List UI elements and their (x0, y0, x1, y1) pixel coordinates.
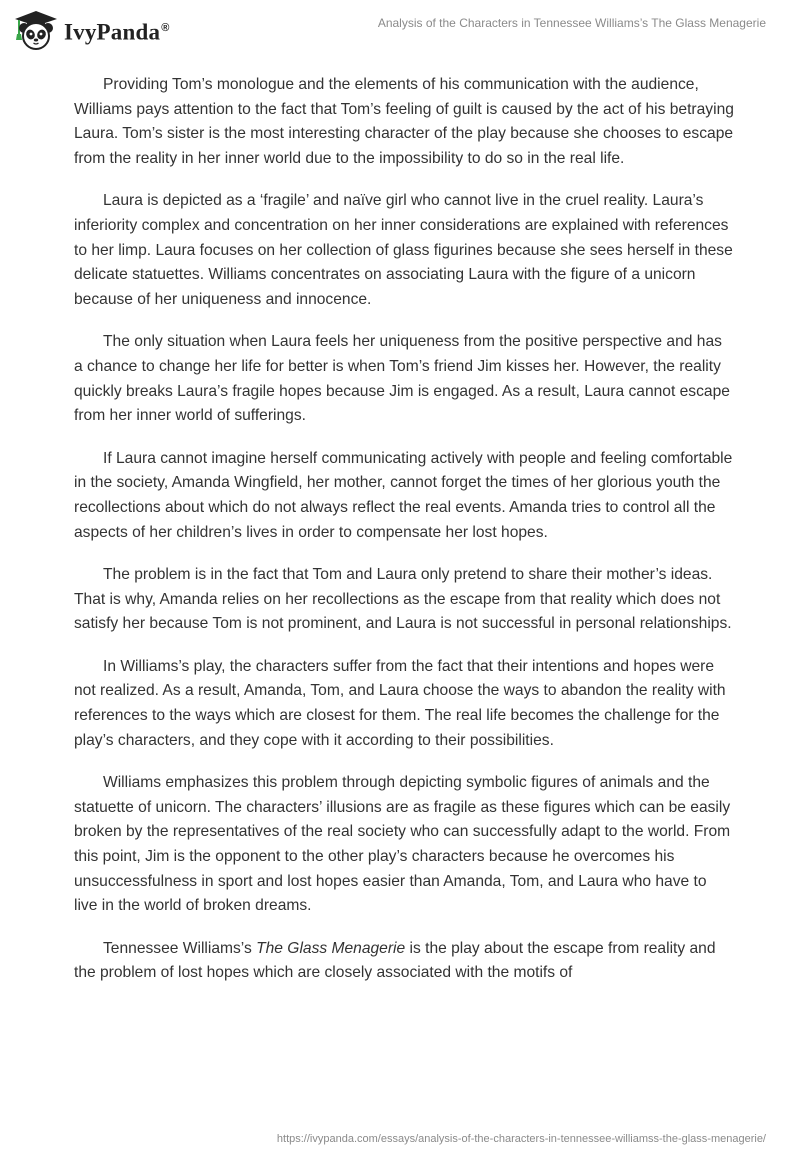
paragraph: Laura is depicted as a ‘fragile’ and naïve girl who cannot live in the cruel reality. Laura’s inferiority complex and concentration on her inner considerations are explained with references to her limp. Laura focuses on her collection of glass figurines because she sees herself in these delicate statuettes. Williams concentrates on associating Laura with the figure of a unicorn because of her uniqueness and innocence. (74, 192, 733, 308)
paragraph-text-after: is the play about the escape from reality and the problem of lost hopes which are closely associated with the motifs of (74, 939, 716, 982)
book-title: The Glass Menagerie (256, 939, 406, 957)
brand-name: IvyPanda® (64, 19, 170, 45)
paragraph: If Laura cannot imagine herself communicating actively with people and feeling comfortable in the society, Amanda Wingfield, her mother, cannot forget the times of her glorious youth the recollections about which do not always reflect the real events. Amanda tries to control all the aspects of her children’s lives in order to compensate her lost hopes. (74, 449, 733, 541)
paragraph: The problem is in the fact that Tom and Laura only pretend to share their mother’s ideas. That is why, Amanda relies on her recollections as the escape from that reality which does not satisfy her because Tom is not prominent, and Laura is not successful in personal relationships. (74, 566, 732, 633)
essay-body (74, 73, 734, 1004)
paragraph: Williams emphasizes this problem through depicting symbolic figures of animals and the statuette of unicorn. The characters’ illusions are as fragile as these figures which can be easily broken by the representatives of the real society who can successfully adapt to the world. From this point, Jim is the opponent to the other play’s characters because he overcomes his unsuccessfulness in sport and lost hopes easier than Amanda, Tom, and Laura who have to live in the world of broken dreams. (74, 774, 731, 915)
source-url[interactable]: https://ivypanda.com/essays/analysis-of-the-characters-in-tennessee-williamss-the-glass-menagerie/ (276, 1133, 766, 1145)
page-header (0, 0, 800, 60)
paragraph-text-before: Tennessee Williams’s (103, 939, 257, 957)
paragraph: The only situation when Laura feels her uniqueness from the positive perspective and has a chance to change her life for better is when Tom’s friend Jim kisses her. However, the reality quickly breaks Laura’s fragile hopes because Jim is engaged. As a result, Laura cannot escape from her inner world of sufferings. (74, 333, 730, 425)
paragraph-last (74, 937, 734, 986)
document-title: Analysis of the Characters in Tennessee Williams’s The Glass Menagerie (377, 16, 766, 30)
paragraph: In Williams’s play, the characters suffer from the fact that their intentions and hopes were not realized. As a result, Amanda, Tom, and Laura choose the ways to abandon the reality with references to the ways which are closest for them. The real life becomes the challenge for the play’s characters, and they cope with it according to their possibilities. (74, 657, 726, 749)
ivypanda-logo[interactable] (14, 9, 170, 51)
panda-graduate-icon (14, 9, 58, 51)
paragraph: Providing Tom’s monologue and the elements of his communication with the audience, Williams pays attention to the fact that Tom’s feeling of guilt is caused by the act of his betraying Laura. Tom’s sister is the most interesting character of the play because she chooses to escape from the reality in her inner world due to the impossibility to do so in the real life. (74, 76, 734, 167)
registered-mark: ® (161, 21, 170, 34)
